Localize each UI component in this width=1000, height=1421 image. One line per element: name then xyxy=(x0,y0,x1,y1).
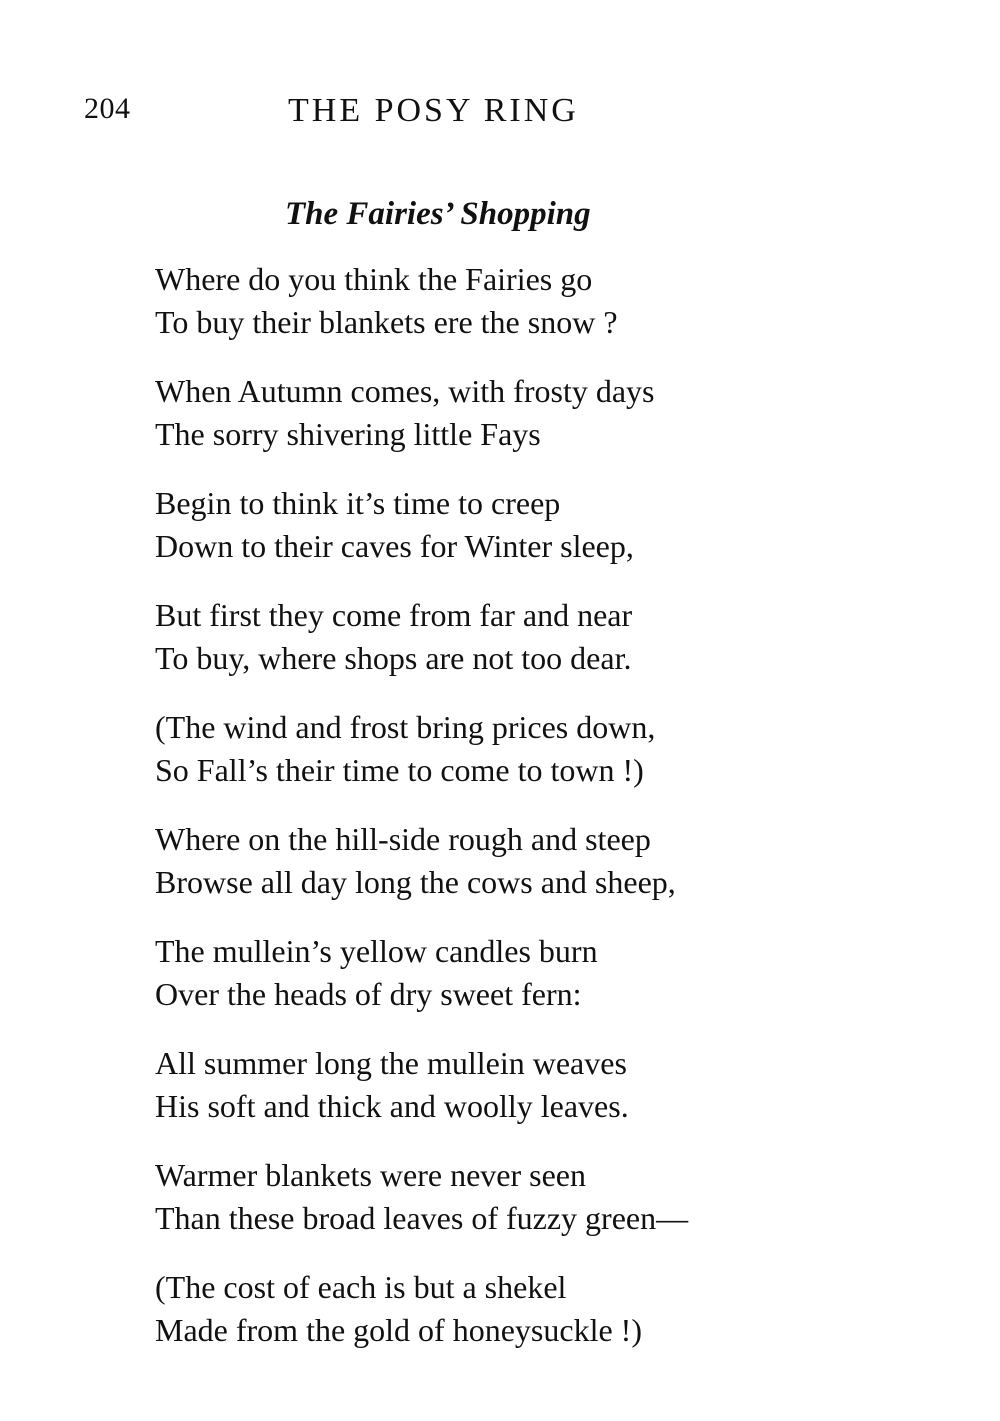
poem-line: All summer long the mullein weaves xyxy=(155,1045,627,1081)
poem-body xyxy=(155,258,875,1378)
poem-line: Than these broad leaves of fuzzy green— xyxy=(155,1200,689,1236)
poem-line: Made from the gold of honeysuckle !) xyxy=(155,1312,642,1348)
running-head: THE POSY RING xyxy=(288,92,579,129)
poem-title: The Fairies’ Shopping xyxy=(285,196,591,232)
stanza-3 xyxy=(155,482,875,568)
poem-line: When Autumn comes, with frosty days xyxy=(155,373,655,409)
poem-line: Browse all day long the cows and sheep, xyxy=(155,864,676,900)
poem-line: To buy, where shops are not too dear. xyxy=(155,640,632,676)
page-number: 204 xyxy=(84,92,131,125)
stanza-7 xyxy=(155,930,875,1016)
stanza-10 xyxy=(155,1266,875,1352)
poem-line: The sorry shivering little Fays xyxy=(155,416,541,452)
poem-line: So Fall’s their time to come to town !) xyxy=(155,752,644,788)
poem-line: His soft and thick and woolly leaves. xyxy=(155,1088,629,1124)
stanza-5 xyxy=(155,706,875,792)
poem-line: Where do you think the Fairies go xyxy=(155,261,593,297)
poem-line: (The cost of each is but a shekel xyxy=(155,1269,567,1305)
poem-line: Begin to think it’s time to creep xyxy=(155,485,561,521)
stanza-1 xyxy=(155,258,875,344)
stanza-9 xyxy=(155,1154,875,1240)
stanza-4 xyxy=(155,594,875,680)
poem-line: The mullein’s yellow candles burn xyxy=(155,933,598,969)
poem-line: Where on the hill-side rough and steep xyxy=(155,821,651,857)
poem-line: Down to their caves for Winter sleep, xyxy=(155,528,634,564)
poem-line: (The wind and frost bring prices down, xyxy=(155,709,656,745)
stanza-6 xyxy=(155,818,875,904)
page-header xyxy=(0,92,1000,142)
poem-line: But first they come from far and near xyxy=(155,597,633,633)
poem-line: Over the heads of dry sweet fern: xyxy=(155,976,582,1012)
poem-line: Warmer blankets were never seen xyxy=(155,1157,586,1193)
stanza-2 xyxy=(155,370,875,456)
poem-line: To buy their blankets ere the snow ? xyxy=(155,304,618,340)
stanza-8 xyxy=(155,1042,875,1128)
